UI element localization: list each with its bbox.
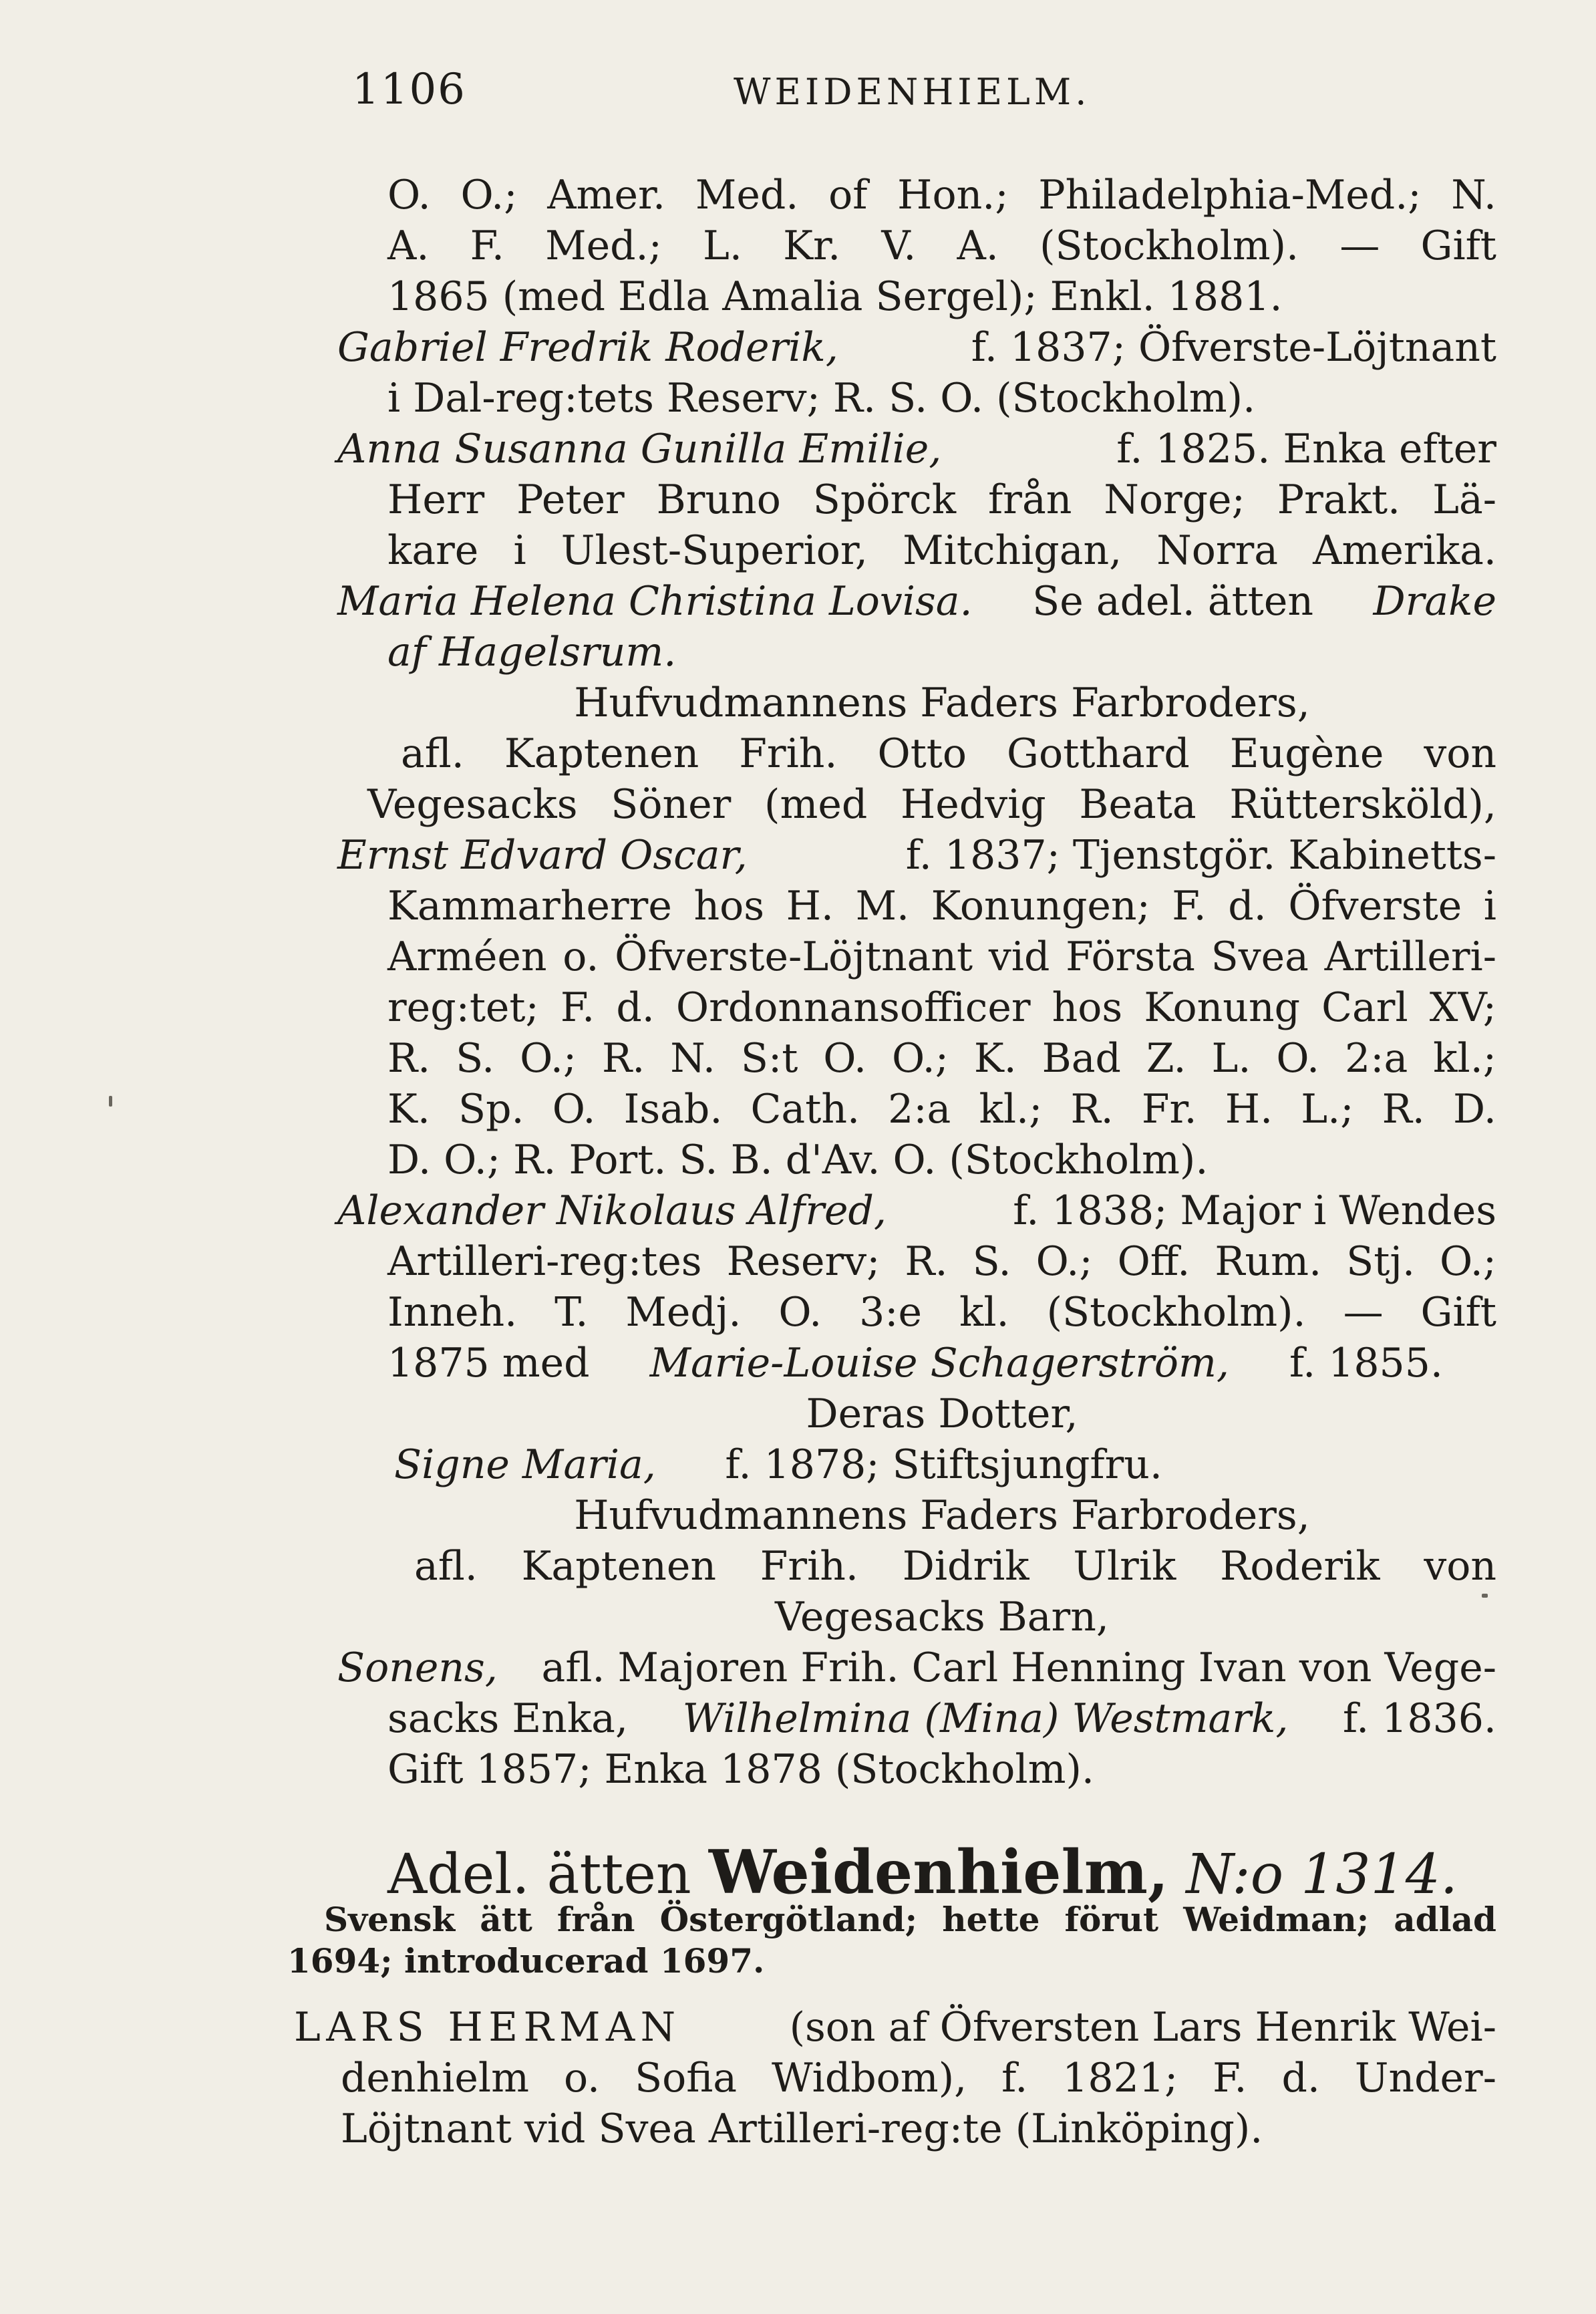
subheading: Deras Dotter, [806,1391,1078,1437]
text-line: D. O.; R. Port. S. B. d'Av. O. (Stockholm). [387,1137,1209,1183]
section-heading [387,1839,1458,1908]
entry-text: afl. Majoren Frih. Carl Henning Ivan von Vege- [541,1644,1496,1691]
entry-text: f. 1838; Major i Wendes [1013,1187,1496,1234]
text-line [387,1338,1443,1389]
page-number: 1106 [352,65,466,114]
print-speck [109,1096,112,1107]
entry-text: f. 1825. Enka efter [1116,426,1496,472]
entry-text: f. 1837; Öfverste-Löjtnant [971,324,1496,371]
print-speck [1482,1594,1488,1598]
subheading: Vegesacks Barn, [775,1594,1109,1640]
person-name: Gabriel Fredrik Roderik, [337,324,838,371]
text-line: Herr Peter Bruno Spörck från Norge; Prakt. Lä- [387,476,1496,523]
entry-text: (son af Öfversten Lars Henrik Wei- [789,2004,1496,2051]
running-head: WEIDENHIELM. [734,71,1091,113]
person-name: Wilhelmina (Mina) Westmark, [682,1695,1289,1742]
text-line: Gift 1857; Enka 1878 (Stockholm). [387,1746,1094,1793]
text-line: Inneh. T. Medj. O. 3:e kl. (Stockholm). — Gift [387,1289,1496,1336]
text-line: afl. Kaptenen Frih. Otto Gotthard Eugène von [401,730,1496,777]
entry-text: sacks Enka, [387,1695,629,1742]
person-name: Alexander Nikolaus Alfred, [337,1187,887,1234]
text-line: R. S. O.; R. N. S:t O. O.; K. Bad Z. L. O. 2:a kl.; [387,1035,1496,1082]
section-heading-prefix: Adel. ätten [387,1843,691,1906]
text-line: K. Sp. O. Isab. Cath. 2:a kl.; R. Fr. H. L.; R. D. [387,1086,1496,1133]
text-line: Kammarherre hos H. M. Konungen; F. d. Öfverste i [387,883,1496,929]
family-name: af Hagelsrum. [387,629,677,676]
entry-text: f. 1878; Stiftsjungfru. [725,1441,1162,1488]
text-line: 1865 (med Edla Amalia Sergel); Enkl. 1881. [387,273,1283,320]
person-name: Signe Maria, [394,1441,656,1488]
entry-text: f. 1836. [1343,1695,1496,1742]
text-line: kare i Ulest-Superior, Mitchigan, Norra Amerika. [387,527,1496,574]
person-name: Anna Susanna Gunilla Emilie, [337,426,942,472]
family-title: Weidenhielm, [708,1837,1169,1908]
person-name: Ernst Edvard Oscar, [337,832,748,879]
entry-line [337,424,1496,474]
entry-line [394,1439,1162,1490]
text-line: Arméen o. Öfverste-Löjtnant vid Första Svea Artilleri- [387,933,1496,980]
person-name: Marie-Louise Schagerström, [649,1340,1229,1387]
text-line: A. F. Med.; L. Kr. V. A. (Stockholm). — Gift [387,223,1496,269]
entry-line [337,830,1496,881]
entry-text: f. 1855. [1289,1340,1443,1387]
family-number: N:o 1314. [1186,1843,1458,1906]
text-line: Löjtnant vid Svea Artilleri-reg:te (Linköping). [341,2106,1263,2152]
family-intro: Svensk ätt från Östergötland; hette förut Weidman; adlad [324,1900,1496,1939]
entry-line [337,1185,1496,1236]
subheading: Hufvudmannens Faders Farbroders, [574,1492,1310,1539]
family-intro: 1694; introducerad 1697. [287,1941,765,1981]
text-line: denhielm o. Sofia Widbom), f. 1821; F. d. Under- [341,2055,1496,2102]
entry-line [337,322,1496,373]
text-line: O. O.; Amer. Med. of Hon.; Philadelphia-Med.; N. [387,172,1496,219]
text-line: afl. Kaptenen Frih. Didrik Ulrik Roderik von [414,1543,1496,1590]
entry-text: 1875 med [387,1340,590,1387]
subheading: Hufvudmannens Faders Farbroders, [574,680,1310,726]
entry-line [337,1642,1496,1693]
text-line: i Dal-reg:tets Reserv; R. S. O. (Stockholm). [387,375,1256,422]
text-line: Artilleri-reg:tes Reserv; R. S. O.; Off. Rum. Stj. O.; [387,1238,1496,1285]
entry-text: Se adel. ätten [1032,578,1314,625]
entry-line [294,2002,1496,2053]
text-line [387,1693,1496,1744]
text-line: Vegesacks Söner (med Hedvig Beata Rüttersköld), [367,781,1496,828]
person-name: LARS HERMAN [294,2004,681,2051]
entry-label: Sonens, [337,1644,498,1691]
family-name: Drake [1373,578,1496,625]
entry-line [337,576,1496,627]
text-line: reg:tet; F. d. Ordonnansofficer hos Konung Carl XV; [387,984,1496,1031]
person-name: Maria Helena Christina Lovisa. [337,578,973,625]
entry-text: f. 1837; Tjenstgör. Kabinetts- [905,832,1496,879]
